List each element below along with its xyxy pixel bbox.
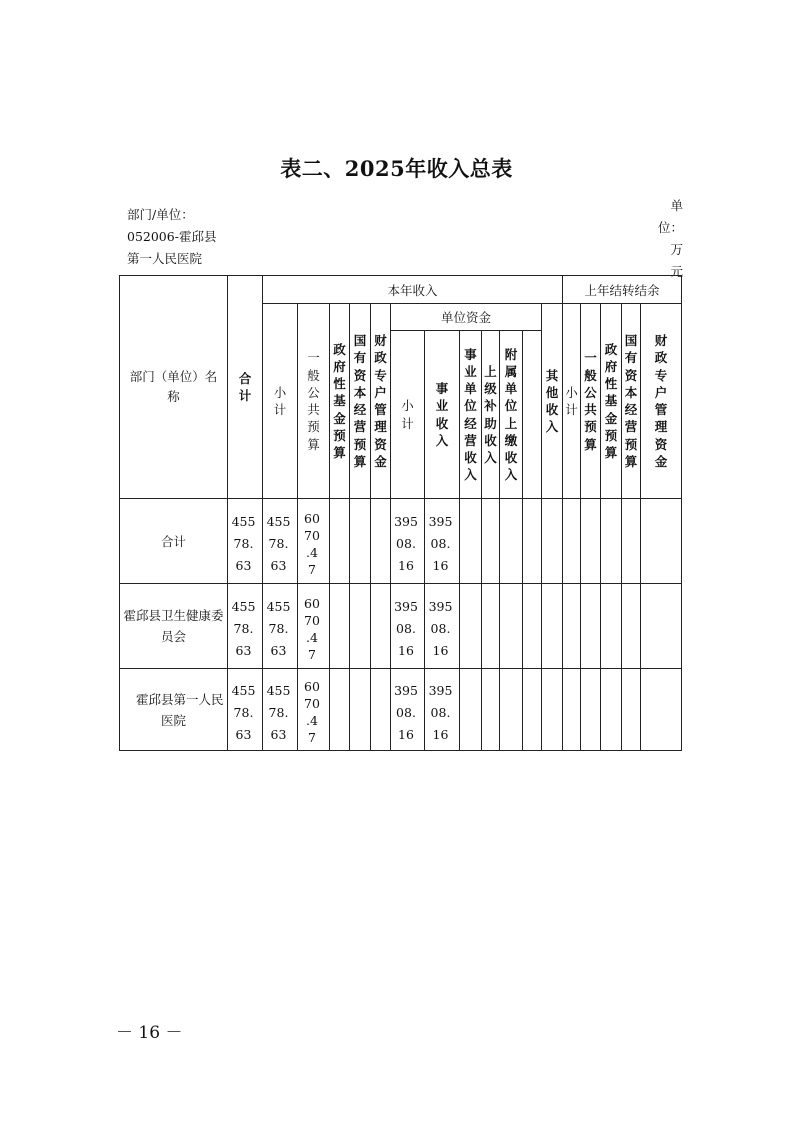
cell-general-budget: 60 70 .4 7 <box>298 584 330 669</box>
header-prev-gov-fund: 政府性基金预算 <box>601 304 622 499</box>
table-row <box>120 669 682 751</box>
cell-general-budget: 60 70 .4 7 <box>298 499 330 584</box>
cell-general-budget: 60 70 .4 7 <box>298 669 330 751</box>
header-superior-subsidy: 上级补助收入 <box>482 331 500 499</box>
row-name: 霍邱县卫生健康委员会 <box>120 584 228 669</box>
header-name: 部门（单位）名称 <box>120 276 228 499</box>
header-current-year: 本年收入 <box>263 276 563 304</box>
department-code: 052006-霍邱县 <box>127 229 217 244</box>
table-row <box>120 499 682 584</box>
cell-business-income: 395 08. 16 <box>425 584 460 669</box>
cell-unit-subtotal: 395 08. 16 <box>391 499 425 584</box>
cell-subtotal: 455 78. 63 <box>263 499 298 584</box>
department-label: 部门/单位： <box>127 207 194 222</box>
department-name: 第一人民医院 <box>127 251 203 266</box>
row-name: 霍邱县第一人民医院 <box>120 669 228 751</box>
cell-business-income: 395 08. 16 <box>425 669 460 751</box>
header-subtotal: 小计 <box>263 304 298 499</box>
cell-total: 455 78. 63 <box>228 584 263 669</box>
header-prev-year: 上年结转结余 <box>563 276 682 304</box>
header-state-capital: 国有资本经营预算 <box>350 304 371 499</box>
unit-label: 单 位： 万 元 <box>657 198 683 279</box>
header-general-budget: 一般公共预算 <box>298 304 330 499</box>
cell-total: 455 78. 63 <box>228 499 263 584</box>
cell-unit-subtotal: 395 08. 16 <box>391 669 425 751</box>
header-unit-funds: 单位资金 <box>391 304 542 331</box>
cell-subtotal: 455 78. 63 <box>263 584 298 669</box>
header-other-income: 其他收入 <box>542 304 563 499</box>
header-prev-state-capital: 国有资本经营预算 <box>622 304 641 499</box>
header-blank <box>523 331 542 499</box>
department-info <box>127 204 237 270</box>
header-total: 合计 <box>228 276 263 499</box>
header-business-income: 事业收入 <box>425 331 460 499</box>
header-prev-general-budget: 一般公共预算 <box>581 304 601 499</box>
cell-business-income: 395 08. 16 <box>425 499 460 584</box>
header-prev-fiscal-special: 财政专户管理资金 <box>641 304 682 499</box>
cell-unit-subtotal: 395 08. 16 <box>391 584 425 669</box>
row-name: 合计 <box>120 499 228 584</box>
header-prev-subtotal: 小计 <box>563 304 581 499</box>
page-title: 表二、2025年收入总表 <box>280 156 513 181</box>
table-row <box>120 584 682 669</box>
header-operating-income: 事业单位经营收入 <box>460 331 482 499</box>
header-affiliated-income: 附属单位上缴收入 <box>500 331 523 499</box>
page-number: － 16 － <box>116 1023 183 1043</box>
cell-total: 455 78. 63 <box>228 669 263 751</box>
income-table <box>119 275 682 751</box>
header-unit-subtotal: 小计 <box>391 331 425 499</box>
header-gov-fund: 政府性基金预算 <box>330 304 350 499</box>
header-fiscal-special: 财政专户管理资金 <box>371 304 391 499</box>
cell-subtotal: 455 78. 63 <box>263 669 298 751</box>
